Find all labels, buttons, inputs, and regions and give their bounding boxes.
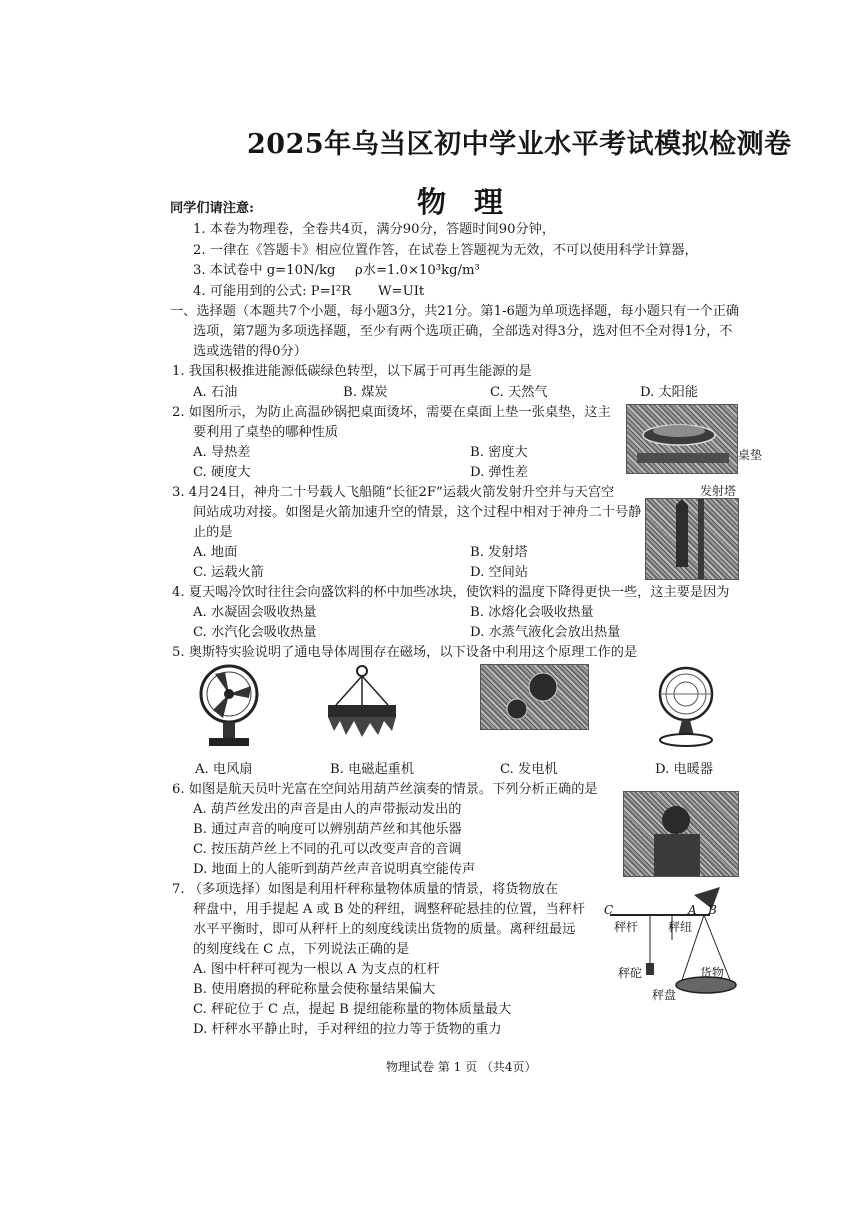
q6-option-d: D. 地面上的人能听到葫芦丝声音说明真空能传声 bbox=[193, 862, 476, 877]
q4-option-d: D. 水蒸气液化会放出热量 bbox=[470, 625, 621, 640]
notice-item-1: 1. 本卷为物理卷，全卷共4页，满分90分，答题时间90分钟， bbox=[193, 222, 556, 237]
astronaut-hulusi-photo bbox=[623, 791, 739, 877]
notice-item-2: 2. 一律在《答题卡》相应位置作答，在试卷上答题视为无效，不可以使用科学计算器， bbox=[193, 243, 698, 258]
q7-option-c: C. 秤砣位于 C 点，提起 B 提纽能称量的物体质量最大 bbox=[193, 1002, 512, 1017]
q1-option-d: D. 太阳能 bbox=[640, 385, 699, 400]
electric-heater-icon bbox=[652, 664, 722, 752]
section-heading-line3: 选或选错的得0分） bbox=[193, 344, 307, 359]
notice-water-density: ρ水=1.0×10³kg/m³ bbox=[355, 263, 480, 278]
q1-option-b: B. 煤炭 bbox=[343, 385, 388, 400]
q2-option-d: D. 弹性差 bbox=[470, 465, 529, 480]
q5-stem: 5. 奥斯特实验说明了通电导体周围存在磁场，以下设备中利用这个原理工作的是 bbox=[172, 645, 638, 660]
q3-option-b: B. 发射塔 bbox=[470, 545, 528, 560]
section-heading-line1: 一、选择题（本题共7个小题，每小题3分，共21分。第1-6题为单项选择题，每小题只有一个正确 bbox=[170, 304, 740, 319]
q2-option-b: B. 密度大 bbox=[470, 445, 528, 460]
pan-label: 秤盘 bbox=[652, 988, 677, 1002]
q6-stem: 6. 如图是航天员叶光富在空间站用葫芦丝演奏的情景。下列分析正确的是 bbox=[172, 782, 598, 797]
point-b-label: B bbox=[708, 903, 717, 917]
notice-formula-work: W=UIt bbox=[378, 284, 425, 299]
q4-option-a: A. 水凝固会吸收热量 bbox=[193, 605, 317, 620]
q6-option-a: A. 葫芦丝发出的声音是由人的声带振动发出的 bbox=[193, 802, 462, 817]
knob-label: 秤纽 bbox=[668, 920, 693, 934]
q7-stem-line3: 水平平衡时，即可从秤杆上的刻度线读出货物的质量。离秤纽最远 bbox=[193, 922, 576, 937]
q5-option-d: D. 电暖器 bbox=[655, 762, 714, 777]
q3-option-d: D. 空间站 bbox=[470, 565, 529, 580]
electric-fan-icon bbox=[195, 662, 267, 752]
q7-stem-line1: 7. （多项选择）如图是利用杆秤称量物体质量的情景，将货物放在 bbox=[172, 882, 559, 897]
q2-stem-line2: 要利用了桌垫的哪种性质 bbox=[193, 425, 339, 440]
q3-option-c: C. 运载火箭 bbox=[193, 565, 264, 580]
casserole-icon bbox=[627, 405, 737, 473]
electromagnetic-crane-icon bbox=[322, 665, 402, 750]
q4-option-b: B. 冰熔化会吸收热量 bbox=[470, 605, 594, 620]
point-a-label: A bbox=[688, 903, 697, 917]
q7-option-a: A. 图中杆秤可视为一根以 A 为支点的杠杆 bbox=[193, 962, 440, 977]
rocket-icon bbox=[646, 499, 738, 579]
rod-label: 秤杆 bbox=[614, 920, 639, 934]
notice-item-3: 3. 本试卷中 g=10N/kg bbox=[193, 263, 336, 278]
q5-option-b: B. 电磁起重机 bbox=[330, 762, 415, 777]
launch-tower-label: 发射塔 bbox=[700, 484, 737, 498]
q3-stem-line1: 3. 4月24日，神舟二十号载人飞船随“长征2F”运载火箭发射升空并与天宫空 bbox=[172, 485, 615, 500]
q1-stem: 1. 我国积极推进能源低碳绿色转型，以下属于可再生能源的是 bbox=[172, 364, 532, 379]
generator-icon bbox=[481, 665, 588, 729]
q6-option-c: C. 按压葫芦丝上不同的孔可以改变声音的音调 bbox=[193, 842, 462, 857]
page-footer: 物理试卷 第 1 页 （共4页） bbox=[386, 1060, 537, 1074]
q1-option-c: C. 天然气 bbox=[490, 385, 548, 400]
q3-option-a: A. 地面 bbox=[193, 545, 238, 560]
subject-title: 物理 bbox=[417, 185, 532, 219]
notice-heading: 同学们请注意: bbox=[170, 201, 254, 216]
section-heading-line2: 选项，第7题为多项选择题，至少有两个选项正确，全部选对得3分，选对但不全对得1分，不 bbox=[193, 324, 733, 339]
q7-option-b: B. 使用磨损的秤砣称量会使称量结果偏大 bbox=[193, 982, 436, 997]
rocket-launch-photo bbox=[645, 498, 739, 580]
generator-photo bbox=[480, 664, 589, 730]
q7-option-d: D. 杆秤水平静止时，手对秤纽的拉力等于货物的重力 bbox=[193, 1022, 502, 1037]
q7-stem-line4: 的刻度线在 C 点，下列说法正确的是 bbox=[193, 942, 410, 957]
weight-label: 秤砣 bbox=[618, 966, 643, 980]
q4-option-c: C. 水汽化会吸收热量 bbox=[193, 625, 317, 640]
q7-stem-line2: 秤盘中，用手提起 A 或 B 处的秤纽，调整秤砣悬挂的位置，当秤杆 bbox=[193, 902, 586, 917]
q3-stem-line2: 间站成功对接。如图是火箭加速升空的情景，这个过程中相对于神舟二十号静 bbox=[193, 505, 642, 520]
q6-option-b: B. 通过声音的响度可以辨别葫芦丝和其他乐器 bbox=[193, 822, 462, 837]
exam-title: 2025年乌当区初中学业水平考试模拟检测卷 bbox=[247, 129, 792, 160]
q2-stem-line1: 2. 如图所示，为防止高温砂锅把桌面烫坏，需要在桌面上垫一张桌垫，这主 bbox=[172, 405, 611, 420]
q5-option-a: A. 电风扇 bbox=[195, 762, 253, 777]
goods-label: 货物 bbox=[700, 966, 725, 980]
q2-option-c: C. 硬度大 bbox=[193, 465, 251, 480]
q2-option-a: A. 导热差 bbox=[193, 445, 251, 460]
point-c-label: C bbox=[604, 903, 614, 917]
q4-stem: 4. 夏天喝冷饮时往往会向盛饮料的杯中加些冰块，使饮料的温度下降得更快一些，这主要是因为 bbox=[172, 585, 730, 600]
q5-option-c: C. 发电机 bbox=[500, 762, 558, 777]
mat-label: 桌垫 bbox=[738, 448, 763, 462]
q3-stem-line3: 止的是 bbox=[193, 525, 233, 540]
notice-item-4: 4. 可能用到的公式: P=I²R bbox=[193, 284, 352, 299]
casserole-on-mat-photo bbox=[626, 404, 738, 474]
q1-option-a: A. 石油 bbox=[193, 385, 238, 400]
astronaut-icon bbox=[624, 792, 738, 876]
